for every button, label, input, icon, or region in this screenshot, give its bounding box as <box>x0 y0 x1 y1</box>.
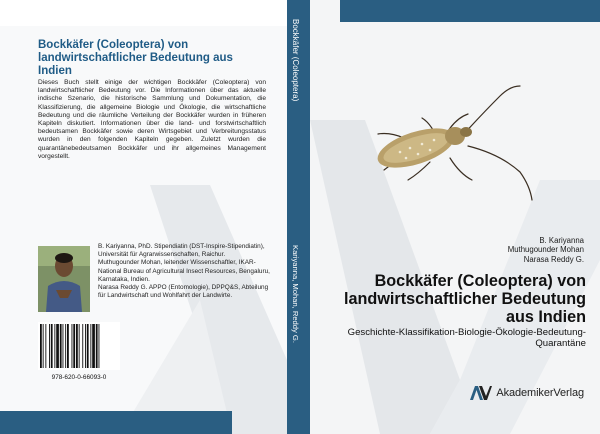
spine-authors: Kariyanna, Mohan, Reddy G. <box>291 245 300 343</box>
barcode-bar <box>73 324 75 368</box>
back-blurb: Dieses Buch stellt einige der wichtigen Bockkäfer (Coleoptera) von landwirtschaftlicher Bedeutung vor. Die Informationen über das aktuelle indische Szenario, die historische Sammlung und Dokumentation, die Klassifizierung, die allgemeine Biologie und Ökologie, die wirtschaftliche Bedeutung und die räumliche Verteilung der Bockkäfer wurden in früheren Kapiteln diskutiert. Informationen über die land- und forstwirtschaftlich bedeutsamen Bockkäfer sowie deren Wirtsgebiet und Verbreitungsstatus wurden in den folgenden Kapiteln gegeben. Zuletzt wurden die quarantänebedeutsamen Bockkäfer und ihr allgemeines Management vorgestellt. <box>38 79 266 160</box>
publisher-name: AkademikerVerlag <box>496 387 584 399</box>
back-cover <box>0 0 287 434</box>
author-bio-text: B. Kariyanna, PhD. Stipendiatin (DST-Inspire-Stipendiatin), Universität für Agrarwissenschaften, Raichur. Muthugounder Mohan, leitender Wissenschaftler, IKAR-National Bureau of Agricultural Insect Resources, Bengaluru, Karnataka, Indien. Narasa Reddy G. APPO (Entomologie), DPPQ&S, Abteilung für Landwirtschaft und Wohlfahrt der Landwirte. <box>98 243 270 300</box>
barcode-bar <box>82 324 83 368</box>
front-authors <box>508 236 584 264</box>
publisher-logo-block <box>470 386 584 400</box>
barcode-bar <box>76 324 78 368</box>
barcode <box>38 322 120 370</box>
front-cover <box>310 0 600 434</box>
barcode-bar <box>87 324 89 368</box>
barcode-bar <box>56 324 59 368</box>
back-top-band <box>0 0 287 26</box>
barcode-bar <box>51 324 53 368</box>
front-author-3: Narasa Reddy G. <box>523 254 584 264</box>
isbn-number: 978-620-0-66093-0 <box>51 374 107 381</box>
author-bio <box>98 243 273 300</box>
barcode-bar <box>90 324 91 368</box>
front-title: Bockkäfer (Coleoptera) von landwirtschaftlicher Bedeutung aus Indien <box>344 272 586 326</box>
barcode-bar <box>60 324 62 368</box>
barcode-bar <box>63 324 64 368</box>
front-author-2: Muthugounder Mohan <box>507 245 584 255</box>
barcode-bar <box>96 324 98 368</box>
barcode-bar <box>85 324 86 368</box>
front-subtitle: Geschichte-Klassifikation-Biologie-Ökologie-Bedeutung-Quarantäne <box>347 327 586 350</box>
front-author-1: B. Kariyanna <box>539 236 584 245</box>
author-photo <box>38 246 90 312</box>
barcode-bar <box>79 324 80 368</box>
barcode-bar <box>45 324 46 368</box>
spine <box>287 0 310 434</box>
barcode-bar <box>54 324 55 368</box>
barcode-bar <box>43 324 44 368</box>
back-title: Bockkäfer (Coleoptera) von landwirtschaftlicher Bedeutung aus Indien <box>38 39 233 77</box>
barcode-bar <box>72 324 73 368</box>
publisher-logo-icon <box>470 386 492 400</box>
barcode-bar <box>49 324 50 368</box>
front-top-band <box>340 0 600 22</box>
barcode-bar <box>99 324 100 368</box>
barcode-bar <box>92 324 95 368</box>
barcode-bar <box>40 324 42 368</box>
barcode-bar <box>67 324 69 368</box>
spine-title: Bockkäfer (Coleoptera) <box>291 19 300 102</box>
beetle-image <box>350 74 540 224</box>
barcode-bar <box>65 324 66 368</box>
back-bottom-band <box>0 411 232 434</box>
